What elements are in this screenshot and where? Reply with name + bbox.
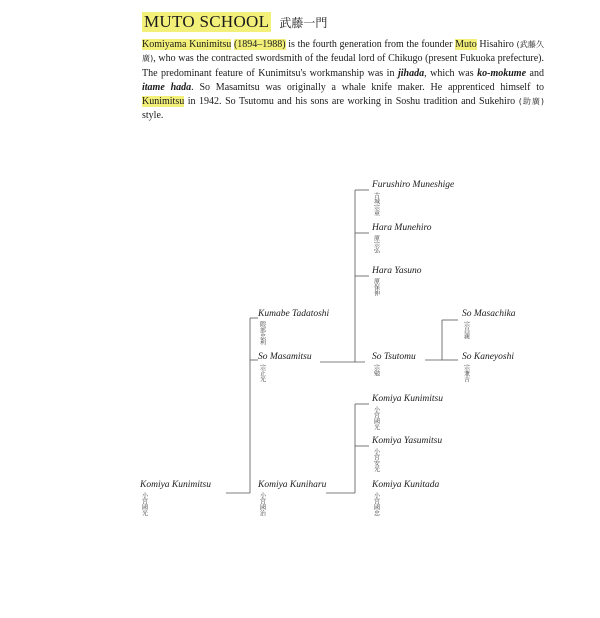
node-kanji: 原宗弘 — [372, 235, 380, 253]
text-run: is the fourth generation from the founder — [285, 39, 456, 50]
term-ko-mokume: ko-mokume — [477, 67, 527, 79]
node-name: Komiya Yasumitsu — [372, 436, 443, 446]
node-name: So Tsutomu — [372, 352, 416, 362]
node-komiya-kunimitsu-2 — [372, 394, 443, 432]
node-kanji: 古城宗重 — [372, 192, 380, 216]
highlight-dates: (1894–1988) — [233, 39, 286, 50]
text-run: , who was the contracted swordsmith of the feudal lord of Chikugo (present Fukuoka prefecture). The predominant feature of Kunimitsu's workmanship was in — [142, 53, 544, 79]
node-name: Komiya Kunimitsu — [372, 394, 443, 404]
highlight-kunimitsu: Kunimitsu — [142, 96, 185, 108]
node-furushiro-muneshige — [372, 180, 454, 218]
text-run: style. — [142, 110, 164, 122]
node-kanji: 隈部忠利 — [258, 321, 266, 345]
japanese-run: (助廣) — [518, 97, 544, 107]
node-kanji: 宗兼吉 — [462, 364, 470, 382]
node-komiya-kuniharu — [258, 480, 326, 518]
node-so-masamitsu — [258, 352, 312, 390]
node-name: Hara Yasuno — [372, 266, 422, 276]
node-hara-munehiro — [372, 223, 432, 261]
node-kanji: 原保伸 — [372, 278, 380, 296]
text-run: in 1942. So Tsutomu and his sons are working in Soshu tradition and Sukehiro — [184, 96, 519, 108]
node-so-kaneyoshi — [462, 352, 514, 390]
node-name: Furushiro Muneshige — [372, 180, 455, 190]
term-itame-hada: itame hada — [142, 81, 192, 93]
node-komiya-yasumitsu — [372, 436, 442, 474]
node-kanji: 宗昌親 — [462, 321, 470, 339]
node-name: So Masamitsu — [258, 352, 312, 362]
node-kumabe-tadatoshi — [258, 309, 329, 347]
term-jihada: jihada — [397, 67, 425, 79]
page-title-japanese: 武藤一門 — [279, 16, 328, 30]
node-kanji: 宗勉 — [372, 364, 380, 376]
highlight-name: Komiyama Kunimitsu — [142, 39, 232, 50]
highlight-founder: Muto — [455, 39, 477, 50]
node-komiya-kunitada — [372, 480, 439, 518]
node-name: So Kaneyoshi — [462, 352, 514, 362]
node-so-masachika — [462, 309, 516, 347]
text-run: , which was — [424, 67, 478, 79]
text-run: and — [526, 67, 544, 79]
node-name: Kumabe Tadatoshi — [258, 309, 330, 319]
japanese-run: (武藤久廣) — [142, 40, 545, 64]
node-name: Komiya Kunitada — [372, 480, 440, 490]
node-name: So Masachika — [462, 309, 516, 319]
node-hara-yasuno — [372, 266, 422, 304]
page-title: MUTO SCHOOL — [144, 12, 270, 31]
node-kanji: 小宮國治 — [258, 492, 266, 516]
node-komiya-kunimitsu-root — [140, 480, 211, 518]
node-kanji: 小宮國光 — [140, 492, 148, 516]
node-name: Hara Munehiro — [372, 223, 432, 233]
node-name: Komiya Kuniharu — [258, 480, 327, 490]
node-name: Komiya Kunimitsu — [140, 480, 211, 490]
text-run: Hisahiro — [476, 39, 517, 50]
node-so-tsutomu — [372, 352, 416, 390]
node-kanji: 小宮安光 — [372, 448, 380, 472]
text-run: . So Masamitsu was originally a whale knife maker. He apprenticed himself to — [191, 81, 544, 93]
node-kanji: 小宮國光 — [372, 406, 380, 430]
node-kanji: 宗正光 — [258, 364, 266, 382]
node-kanji: 小宮國忠 — [372, 492, 380, 516]
